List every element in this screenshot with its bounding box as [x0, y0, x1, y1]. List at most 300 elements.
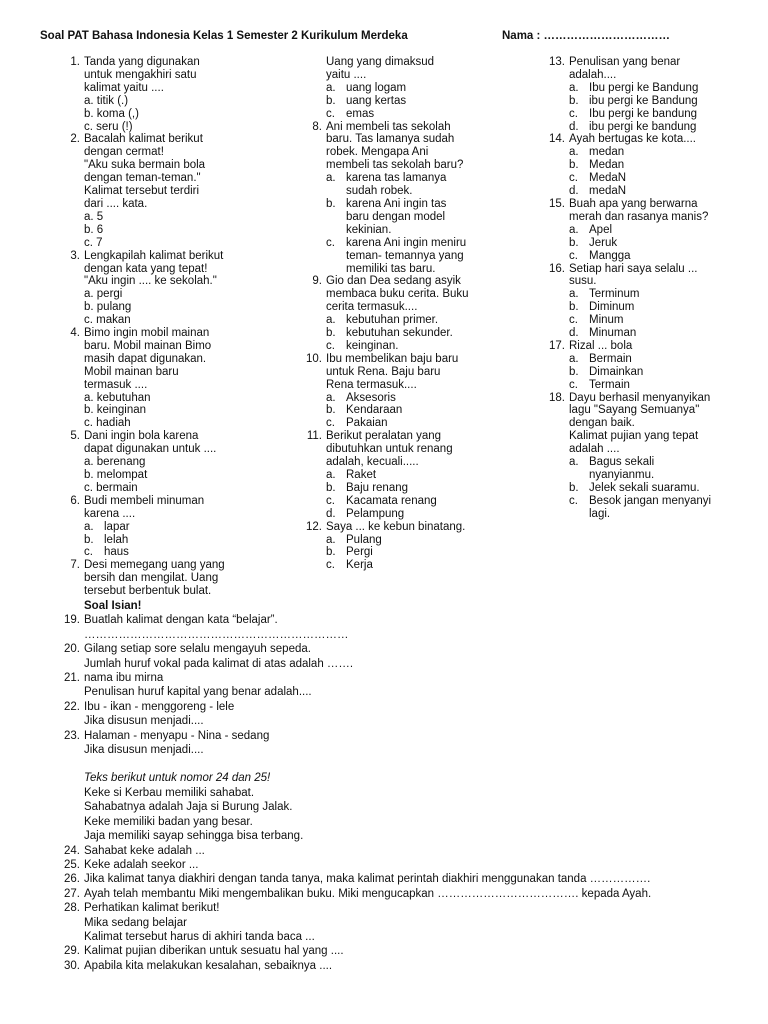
essay-item: [60, 944, 750, 958]
option-letter: c.: [569, 172, 578, 185]
option-letter: c.: [569, 107, 578, 120]
question-text: ……………………………………………………………: [84, 628, 349, 641]
option-text: keinginan.: [346, 339, 399, 352]
answer-option: [84, 237, 260, 250]
option-text: a. 5: [84, 210, 104, 223]
answer-option: [326, 469, 502, 482]
question-text: Jika disusun menjadi....: [84, 715, 204, 728]
question-text: termasuk ....: [84, 378, 148, 391]
passage: [60, 786, 750, 844]
option-text: Minuman: [589, 327, 637, 340]
answer-option: [326, 417, 502, 430]
question-text: Halaman - menyapu - Nina - sedang: [84, 729, 270, 742]
question-item: [302, 430, 502, 520]
answer-option: [569, 327, 745, 340]
question-text: Uang yang dimaksud: [326, 56, 435, 68]
option-text: Ibu pergi ke Bandung: [589, 81, 699, 94]
option-text: c. 7: [84, 236, 103, 249]
question-text: tersebut berbentuk bulat.: [84, 585, 212, 598]
essay-item: [60, 844, 750, 858]
answer-option: [84, 404, 260, 417]
question-number: 8.: [312, 120, 322, 133]
option-text: Baju renang: [346, 481, 409, 494]
question-text: Dayu berhasil menyanyikan: [569, 391, 711, 404]
question-text: Ibu membelikan baju baru: [326, 352, 459, 365]
option-text: Bagus sekali: [589, 456, 655, 469]
question-number: 5.: [70, 430, 80, 443]
option-letter: a.: [326, 533, 336, 546]
essay-items-1: [60, 613, 750, 757]
option-letter: a.: [326, 81, 336, 94]
answer-option: [569, 366, 745, 379]
question-text: Buah apa yang berwarna: [569, 197, 698, 210]
answer-option: [84, 288, 260, 301]
answer-option: [84, 456, 260, 469]
worksheet-title: Soal PAT Bahasa Indonesia Kelas 1 Semester 2 Kurikulum Merdeka: [40, 30, 408, 42]
question-text: Bacalah kalimat berikut: [84, 133, 203, 146]
question-text: dibutuhkan untuk renang: [326, 443, 453, 456]
option-text: Bermain: [589, 352, 632, 365]
option-letter: b.: [326, 404, 336, 417]
question-text: Tanda yang digunakan: [84, 56, 200, 68]
answer-option: [569, 185, 745, 198]
option-text: baru dengan model: [346, 210, 446, 223]
option-text: lagi.: [589, 507, 611, 520]
answer-option: [326, 95, 502, 108]
answer-option: [84, 314, 260, 327]
question-text: Ani membeli tas sekolah: [326, 120, 451, 133]
question-number: 25.: [64, 858, 80, 871]
option-text: Mangga: [589, 249, 631, 262]
question-text: dengan cermat!: [84, 146, 164, 159]
option-letter: a.: [569, 146, 579, 159]
essay-item: [60, 959, 750, 973]
answer-option: [569, 146, 745, 159]
answer-option: [569, 288, 745, 301]
question-column-2: [302, 56, 502, 572]
option-text: b. keinginan: [84, 404, 147, 417]
question-text: dengan kata yang tepat!: [84, 262, 208, 275]
question-text: Sahabat keke adalah ...: [84, 844, 205, 857]
option-letter: b.: [569, 301, 579, 314]
question-number: 27.: [64, 887, 80, 900]
option-text: kebutuhan primer.: [346, 314, 439, 327]
question-number: 30.: [64, 959, 80, 972]
question-text: karena ....: [84, 507, 136, 520]
question-item: [60, 250, 260, 327]
question-text: adalah....: [569, 68, 617, 81]
question-text: Ayah bertugas ke kota....: [569, 133, 697, 146]
option-letter: b.: [326, 94, 336, 107]
question-number: 23.: [64, 729, 80, 742]
option-letter: c.: [326, 417, 335, 430]
question-text: Berikut peralatan yang: [326, 430, 442, 443]
answer-option: [569, 456, 745, 482]
answer-option: [84, 121, 260, 134]
question-number: 21.: [64, 672, 80, 685]
option-letter: b.: [569, 159, 579, 172]
answer-option: [84, 211, 260, 224]
question-text: Penulisan yang benar: [569, 56, 681, 68]
answer-option: [569, 250, 745, 263]
question-item: [60, 495, 260, 560]
option-text: lelah: [104, 533, 129, 546]
answer-option: [326, 482, 502, 495]
option-letter: b.: [569, 365, 579, 378]
option-letter: c.: [326, 107, 335, 120]
option-letter: b.: [326, 481, 336, 494]
question-text: "Aku suka bermain bola: [84, 159, 206, 172]
option-text: Apel: [589, 223, 613, 236]
question-item: [545, 198, 745, 263]
option-text: kebutuhan sekunder.: [346, 327, 453, 340]
question-number: 18.: [549, 391, 565, 404]
question-number: 22.: [64, 700, 80, 713]
option-letter: a.: [326, 469, 336, 481]
answer-option: [569, 159, 745, 172]
answer-option: [326, 327, 502, 340]
answer-option: [569, 482, 745, 495]
question-text: Penulisan huruf kapital yang benar adalah....: [84, 686, 312, 699]
option-letter: d.: [326, 507, 336, 520]
question-text: yaitu ....: [326, 68, 367, 81]
answer-option: [84, 95, 260, 108]
option-text: b. koma (,): [84, 107, 139, 120]
option-text: emas: [346, 107, 375, 120]
question-text: susu.: [569, 275, 597, 288]
option-letter: c.: [326, 339, 335, 352]
question-number: 10.: [306, 352, 322, 365]
answer-option: [326, 314, 502, 327]
question-text: Jika disusun menjadi....: [84, 744, 204, 757]
question-column-1: [60, 56, 260, 598]
option-letter: a.: [569, 223, 579, 236]
option-text: Aksesoris: [346, 391, 396, 404]
question-text: Dani ingin bola karena: [84, 430, 199, 443]
question-text: Jumlah huruf vokal pada kalimat di atas adalah …….: [84, 657, 354, 670]
answer-option: [326, 392, 502, 405]
option-text: uang kertas: [346, 94, 407, 107]
answer-option: [326, 172, 502, 198]
answer-option: [84, 521, 260, 534]
option-letter: d.: [569, 327, 579, 340]
question-number: 17.: [549, 339, 565, 352]
answer-option: [84, 534, 260, 547]
option-letter: c.: [326, 494, 335, 507]
question-text: untuk Rena. Baju baru: [326, 365, 441, 378]
option-text: karena Ani ingin tas: [346, 197, 447, 210]
option-letter: a.: [326, 172, 336, 185]
question-text: robek. Mengapa Ani: [326, 146, 429, 159]
answer-option: [326, 559, 502, 572]
question-text: Kalimat tersebut harus di akhiri tanda baca ...: [84, 930, 315, 943]
answer-option: [84, 301, 260, 314]
answer-option: [569, 121, 745, 134]
question-text: dengan baik.: [569, 417, 635, 430]
answer-option: [569, 314, 745, 327]
option-text: b. pulang: [84, 301, 132, 314]
option-letter: a.: [569, 288, 579, 301]
question-item: [60, 133, 260, 249]
question-text: masih dapat digunakan.: [84, 352, 207, 365]
answer-option: [326, 82, 502, 95]
option-letter: c.: [569, 494, 578, 507]
question-text: merah dan rasanya manis?: [569, 210, 709, 223]
option-letter: a.: [84, 520, 94, 533]
question-number: 2.: [70, 133, 80, 146]
passage-line: Jaja memiliki sayap sehingga bisa terbang.: [84, 830, 304, 843]
option-text: teman- temannya yang: [346, 249, 464, 262]
essay-item: [60, 858, 750, 872]
option-text: Minum: [589, 314, 624, 327]
answer-option: [326, 237, 502, 276]
option-letter: b.: [569, 481, 579, 494]
question-text: adalah, kecuali.....: [326, 456, 419, 469]
option-text: karena tas lamanya: [346, 172, 447, 185]
essay-section: [60, 599, 750, 973]
answer-option: [326, 534, 502, 547]
question-text: Saya ... ke kebun binatang.: [326, 520, 466, 533]
answer-option: [326, 108, 502, 121]
option-text: a. kebutuhan: [84, 391, 151, 404]
question-number: 13.: [549, 56, 565, 68]
question-text: Gio dan Dea sedang asyik: [326, 275, 461, 288]
question-text: Rizal ... bola: [569, 339, 633, 352]
answer-option: [326, 508, 502, 521]
question-text: Mika sedang belajar: [84, 916, 187, 929]
question-item: [60, 327, 260, 430]
question-text: nama ibu mirna: [84, 672, 164, 685]
option-letter: c.: [569, 249, 578, 262]
question-number: 29.: [64, 945, 80, 958]
question-text: dari .... kata.: [84, 197, 148, 210]
essay-item: [60, 642, 750, 671]
essay-heading: Soal Isian!: [84, 600, 142, 612]
option-text: memiliki tas baru.: [346, 262, 436, 275]
question-item: [545, 392, 745, 521]
question-text: kalimat yaitu ....: [84, 81, 164, 94]
option-text: Diminum: [589, 301, 635, 314]
question-text: Buatlah kalimat dengan kata “belajar”.: [84, 614, 278, 627]
answer-option: [326, 495, 502, 508]
question-item: [302, 521, 502, 573]
option-text: a. titik (.): [84, 94, 129, 107]
question-text: Setiap hari saya selalu ...: [569, 262, 698, 275]
essay-item: [60, 872, 750, 886]
question-item: [60, 559, 260, 598]
option-text: Termain: [589, 378, 630, 391]
option-text: b. 6: [84, 223, 104, 236]
question-text: Apabila kita melakukan kesalahan, sebaiknya ....: [84, 959, 333, 972]
option-text: lapar: [104, 520, 130, 533]
answer-option: [569, 379, 745, 392]
question-text: baru. Tas lamanya sudah: [326, 133, 455, 146]
option-text: medan: [589, 146, 625, 159]
option-text: kekinian.: [346, 223, 392, 236]
question-item: [302, 275, 502, 352]
question-item: [302, 353, 502, 430]
question-number: 7.: [70, 559, 80, 572]
option-letter: b.: [569, 236, 579, 249]
option-text: karena Ani ingin meniru: [346, 236, 467, 249]
option-text: Jelek sekali suaramu.: [589, 481, 700, 494]
answer-option: [569, 237, 745, 250]
question-item: [60, 56, 260, 133]
question-text: Bimo ingin mobil mainan: [84, 327, 210, 340]
option-letter: a.: [569, 81, 579, 94]
option-letter: a.: [326, 314, 336, 327]
question-item: [545, 56, 745, 133]
answer-option: [84, 224, 260, 237]
question-number: 12.: [306, 520, 322, 533]
question-number: 24.: [64, 844, 80, 857]
question-text: dengan teman-teman.": [84, 172, 201, 185]
essay-item: [60, 729, 750, 758]
option-letter: b.: [84, 533, 94, 546]
option-letter: c.: [326, 559, 335, 572]
question-text: Desi memegang uang yang: [84, 559, 225, 572]
option-letter: c.: [569, 378, 578, 391]
option-text: ibu pergi ke bandung: [589, 120, 697, 133]
option-letter: c.: [326, 236, 335, 249]
question-number: 16.: [549, 262, 565, 275]
answer-option: [569, 353, 745, 366]
option-text: Dimainkan: [589, 365, 644, 378]
question-number: 6.: [70, 494, 80, 507]
question-text: Mobil mainan baru: [84, 365, 179, 378]
essay-item: [60, 671, 750, 700]
question-item: [302, 121, 502, 276]
option-letter: a.: [569, 456, 579, 469]
question-number: 9.: [312, 275, 322, 288]
answer-option: [326, 340, 502, 353]
option-text: c. bermain: [84, 481, 138, 494]
option-text: Pulang: [346, 533, 382, 546]
passage-line: Keke si Kerbau memiliki sahabat.: [84, 786, 255, 799]
answer-option: [326, 198, 502, 237]
option-letter: d.: [569, 185, 579, 198]
option-letter: b.: [326, 197, 336, 210]
question-number: 20.: [64, 643, 80, 656]
question-number: 3.: [70, 249, 80, 262]
option-text: b. melompat: [84, 469, 148, 481]
passage-line: Keke memiliki badan yang besar.: [84, 815, 253, 828]
essay-item: [60, 700, 750, 729]
answer-option: [84, 482, 260, 495]
option-text: Terminum: [589, 288, 640, 301]
question-number: 26.: [64, 873, 80, 886]
question-item: [302, 56, 502, 121]
essay-item: [60, 901, 750, 944]
question-text: Gilang setiap sore selalu mengayuh sepeda.: [84, 643, 311, 656]
option-letter: b.: [326, 546, 336, 559]
question-item: [545, 263, 745, 340]
option-text: Pakaian: [346, 417, 388, 430]
essay-items-2: [60, 844, 750, 974]
option-letter: d.: [569, 120, 579, 133]
option-letter: b.: [326, 327, 336, 340]
passage-line: Sahabatnya adalah Jaja si Burung Jalak.: [84, 801, 293, 814]
option-text: Kerja: [346, 559, 373, 572]
option-text: a. berenang: [84, 456, 146, 469]
option-text: Kendaraan: [346, 404, 403, 417]
question-text: dapat digunakan untuk ....: [84, 443, 217, 456]
question-text: baru. Mobil mainan Bimo: [84, 339, 212, 352]
answer-option: [84, 469, 260, 482]
option-text: a. pergi: [84, 288, 123, 301]
question-text: Ibu - ikan - menggoreng - lele: [84, 700, 235, 713]
answer-option: [569, 224, 745, 237]
question-number: 14.: [549, 133, 565, 146]
question-text: Keke adalah seekor ...: [84, 858, 199, 871]
question-item: [60, 430, 260, 495]
question-text: membeli tas sekolah baru?: [326, 159, 464, 172]
question-number: 28.: [64, 902, 80, 915]
answer-option: [84, 108, 260, 121]
question-number: 1.: [70, 56, 80, 68]
option-text: Pelampung: [346, 507, 405, 520]
question-number: 19.: [64, 614, 80, 627]
question-number: 15.: [549, 197, 565, 210]
question-text: Kalimat tersebut terdiri: [84, 185, 200, 198]
question-text: Rena termasuk....: [326, 378, 417, 391]
option-text: Kacamata renang: [346, 494, 437, 507]
essay-item: [60, 887, 750, 901]
option-text: Raket: [346, 469, 377, 481]
answer-option: [326, 404, 502, 417]
answer-option: [569, 82, 745, 95]
option-text: nyanyianmu.: [589, 469, 655, 481]
answer-option: [569, 95, 745, 108]
option-text: c. seru (!): [84, 120, 133, 133]
option-letter: b.: [569, 94, 579, 107]
question-text: Lengkapilah kalimat berikut: [84, 249, 224, 262]
answer-option: [569, 172, 745, 185]
question-number: 11.: [306, 430, 322, 443]
option-text: c. hadiah: [84, 417, 131, 430]
name-field-label: Nama : ……………………………: [502, 30, 671, 42]
question-text: Ayah telah membantu Miki mengembalikan buku. Miki mengucapkan ………………………………. kepada Ayah.: [84, 887, 652, 900]
question-item: [545, 133, 745, 198]
question-text: bersih dan mengilat. Uang: [84, 572, 219, 585]
answer-option: [84, 392, 260, 405]
option-text: c. makan: [84, 314, 131, 327]
question-text: Perhatikan kalimat berikut!: [84, 902, 220, 915]
question-text: Kalimat pujian diberikan untuk sesuatu hal yang ....: [84, 945, 344, 958]
question-number: 4.: [70, 327, 80, 340]
question-text: Budi membeli minuman: [84, 494, 205, 507]
question-text: "Aku ingin .... ke sekolah.": [84, 275, 217, 288]
question-text: untuk mengakhiri satu: [84, 68, 197, 81]
passage-title: Teks berikut untuk nomor 24 dan 25!: [84, 772, 271, 785]
answer-option: [84, 417, 260, 430]
question-text: membaca buku cerita. Buku: [326, 288, 469, 301]
option-text: ibu pergi ke Bandung: [589, 94, 698, 107]
question-item: [545, 340, 745, 392]
answer-option: [326, 546, 502, 559]
option-letter: a.: [326, 391, 336, 404]
option-text: medaN: [589, 185, 627, 198]
option-text: MedaN: [589, 172, 627, 185]
question-column-3: [545, 56, 745, 521]
option-text: haus: [104, 546, 129, 559]
question-text: Jika kalimat tanya diakhiri dengan tanda tanya, maka kalimat perintah diakhiri menggunakan tanda …………….: [84, 873, 651, 886]
essay-item: [60, 613, 750, 642]
question-text: cerita termasuk....: [326, 301, 418, 314]
option-text: Besok jangan menyanyi: [589, 494, 712, 507]
option-text: Medan: [589, 159, 625, 172]
option-letter: c.: [569, 314, 578, 327]
